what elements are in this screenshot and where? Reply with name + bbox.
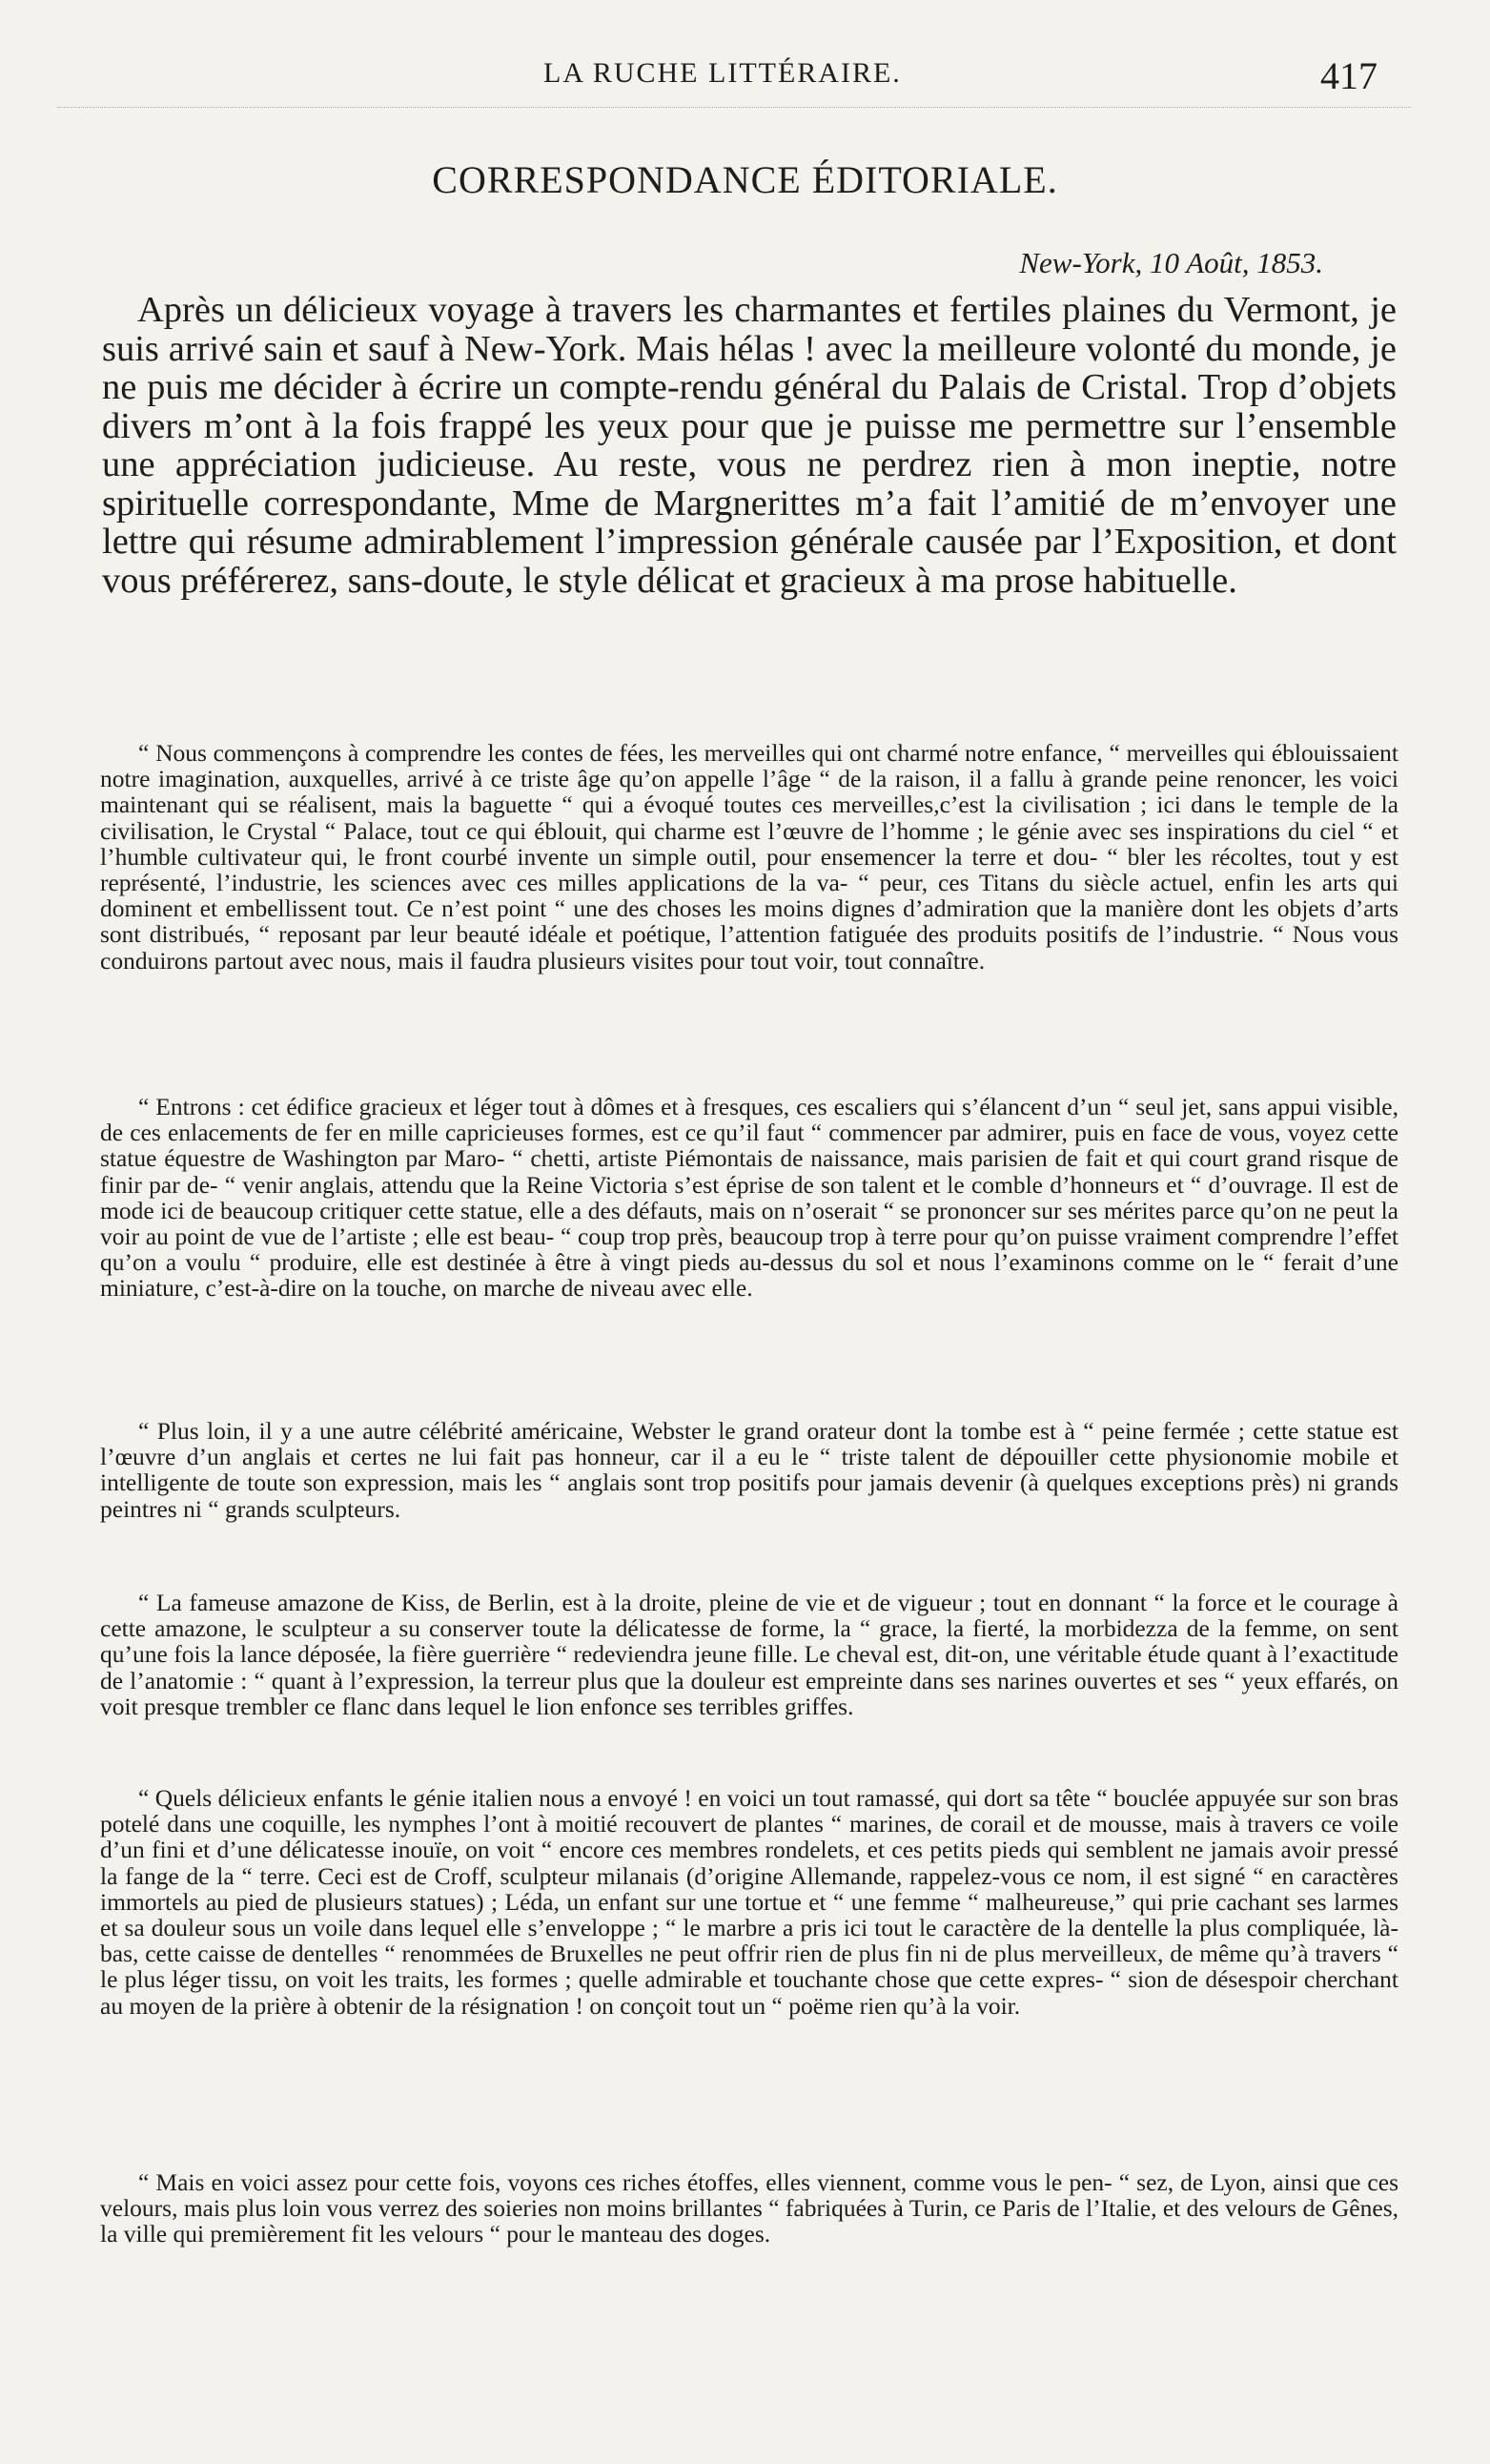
- letter-paragraph-6: “ Mais en voici assez pour cette fois, voyons ces riches étoffes, elles viennent, comme vous le pen- “ sez, de Lyon, ainsi que ces velours, mais plus loin vous verrez des soieries non moins brillantes “ fabriquées à Turin, ce Paris de l’Italie, et des velours de Gênes, la ville qui premièrement fit les velours “ pour le manteau des doges.: [100, 2168, 1398, 2248]
- letter-paragraph-1: “ Nous commençons à comprendre les contes de fées, les merveilles qui ont charmé notre enfance, “ merveilles qui éblouissaient notre imagination, auxquelles, arrivé à ce triste âge qu’on appelle l’âge “ de la raison, il a fallu à grande peine renoncer, les voici maintenant qui se réalisent, mais la baguette “ qui a évoqué toutes ces merveilles,c’est la civilisation ; ici dans le temple de la civilisation, le Crystal “ Palace, tout ce qui éblouit, qui charme est l’œuvre de l’homme ; le génie avec ses inspirations du ciel “ et l’humble cultivateur qui, le front courbé invente un simple outil, pour ensemencer la terre et dou- “ bler les récoltes, tout y est représenté, l’industrie, les sciences avec ces milles applications de la va- “ peur, ces Titans du siècle actuel, enfin les arts qui dominent et embellissent tout. Ce n’est point “ une des choses les moins dignes d’admiration que la manière dont les objets d’arts sont distribués, “ reposant par leur beauté idéale et poétique, l’attention fatiguée des produits positifs de l’industrie. “ Nous vous conduirons partout avec nous, mais il faudra plusieurs visites pour tout voir, tout connaître.: [100, 739, 1398, 975]
- running-header: [0, 54, 1490, 105]
- letter-paragraph-3: “ Plus loin, il y a une autre célébrité américaine, Webster le grand orateur dont la tombe est à “ peine fermée ; cette statue est l’œuvre d’un anglais et certes ne lui fait pas honneur, car il a eu le “ triste talent de dépouiller cette physionomie mobile et intelligente de toute son expression, mais les “ anglais sont trop positifs pour jamais devenir (à quelques exceptions près) ni grands peintres ni “ grands sculpteurs.: [100, 1417, 1398, 1523]
- header-divider: [57, 107, 1411, 108]
- dateline: New-York, 10 Août, 1853.: [1019, 246, 1323, 279]
- page-number: 417: [1320, 54, 1378, 97]
- letter-paragraph-2: “ Entrons : cet édifice gracieux et léger tout à dômes et à fresques, ces escaliers qui s’élancent d’un “ seul jet, sans appui visible, de ces enlacements de fer en mille capricieuses formes, est ce qu’il faut “ commencer par admirer, puis en face de vous, voyez cette statue équestre de Washington par Maro- “ chetti, artiste Piémontais de naissance, mais parisien de fait et qui court grand risque de finir par de- “ venir anglais, attendu que la Reine Victoria s’est éprise de son talent et le comble d’honneurs et “ d’ouvrage. Il est de mode ici de beaucoup critiquer cette statue, elle a des défauts, mais on n’oserait “ se prononcer sur ses mérites parce qu’on ne peut la voir au point de vue de l’artiste ; elle est beau- “ coup trop près, beaucoup trop à terre pour qu’on puisse vraiment comprendre l’effet qu’on a voulu “ produire, elle est destinée à être à vingt pieds au-dessus du sol et nous l’examinons comme on le “ ferait d’une miniature, c’est-à-dire on la touche, on marche de niveau avec elle.: [100, 1093, 1398, 1303]
- intro-paragraph: Après un délicieux voyage à travers les charmantes et fertiles plaines du Vermont, je suis arrivé sain et sauf à New-York. Mais hélas ! avec la meilleure volonté du monde, je ne puis me décider à écrire un compte-rendu général du Palais de Cristal. Trop d’objets divers m’ont à la fois frappé les yeux pour que je puisse me permettre sur l’ensemble une appréciation judicieuse. Au reste, vous ne perdrez rien à mon ineptie, notre spirituelle correspondante, Mme de Margnerittes m’a fait l’amitié de m’envoyer une lettre qui résume admirablement l’impression générale causée par l’Exposition, et dont vous préférerez, sans-doute, le style délicat et gracieux à ma prose habituelle.: [102, 290, 1397, 601]
- article-title: CORRESPONDANCE ÉDITORIALE.: [432, 158, 1058, 201]
- letter-paragraph-5: “ Quels délicieux enfants le génie italien nous a envoyé ! en voici un tout ramassé, qui dort sa tête “ bouclée appuyée sur son bras potelé dans une coquille, les nymphes l’ont à moitié recouvert de plantes “ marines, de corail et de mousse, mais à travers ce voile d’un fini et d’une délicatesse inouïe, on voit “ encore ces membres rondelets, et ces petits pieds qui semblent ne jamais avoir pressé la fange de la “ terre. Ceci est de Croff, sculpteur milanais (d’origine Allemande, rappelez-vous ce nom, il est signé “ en caractères immortels au pied de plusieurs statues) ; Léda, un enfant sur une tortue et “ une femme “ malheureuse,” qui prie cachant ses larmes et sa douleur sous un voile dans lequel elle s’enveloppe ; “ le marbre a pris ici tout le caractère de la dentelle la plus compliquée, là-bas, cette caisse de dentelles “ renommées de Bruxelles ne peut offrir rien de plus fin ni de plus merveilleux, de même qu’à travers “ le plus léger tissu, on voit les traits, les formes ; quelle admirable et touchante chose que cette expres- “ sion de désespoir cherchant au moyen de la prière à obtenir de la résignation ! on conçoit tout un “ poëme rien qu’à la voir.: [100, 1784, 1398, 2020]
- letter-paragraph-4: “ La fameuse amazone de Kiss, de Berlin, est à la droite, pleine de vie et de vigueur ; tout en donnant “ la force et le courage à cette amazone, le sculpteur a su conserver toute la délicatesse de forme, la “ grace, la fierté, la morbidezza de la femme, on sent qu’une fois la lance déposée, la fière guerrière “ redeviendra jeune fille. Le cheval est, dit-on, une véritable étude quant à l’exactitude de l’anatomie : “ quant à l’expression, la terreur plus que la douleur est empreinte dans ses narines ouvertes et ses “ yeux effarés, on voit presque trembler ce flanc dans lequel le lion enfonce ses terribles griffes.: [100, 1589, 1398, 1720]
- journal-title: LA RUCHE LITTÉRAIRE.: [543, 57, 902, 89]
